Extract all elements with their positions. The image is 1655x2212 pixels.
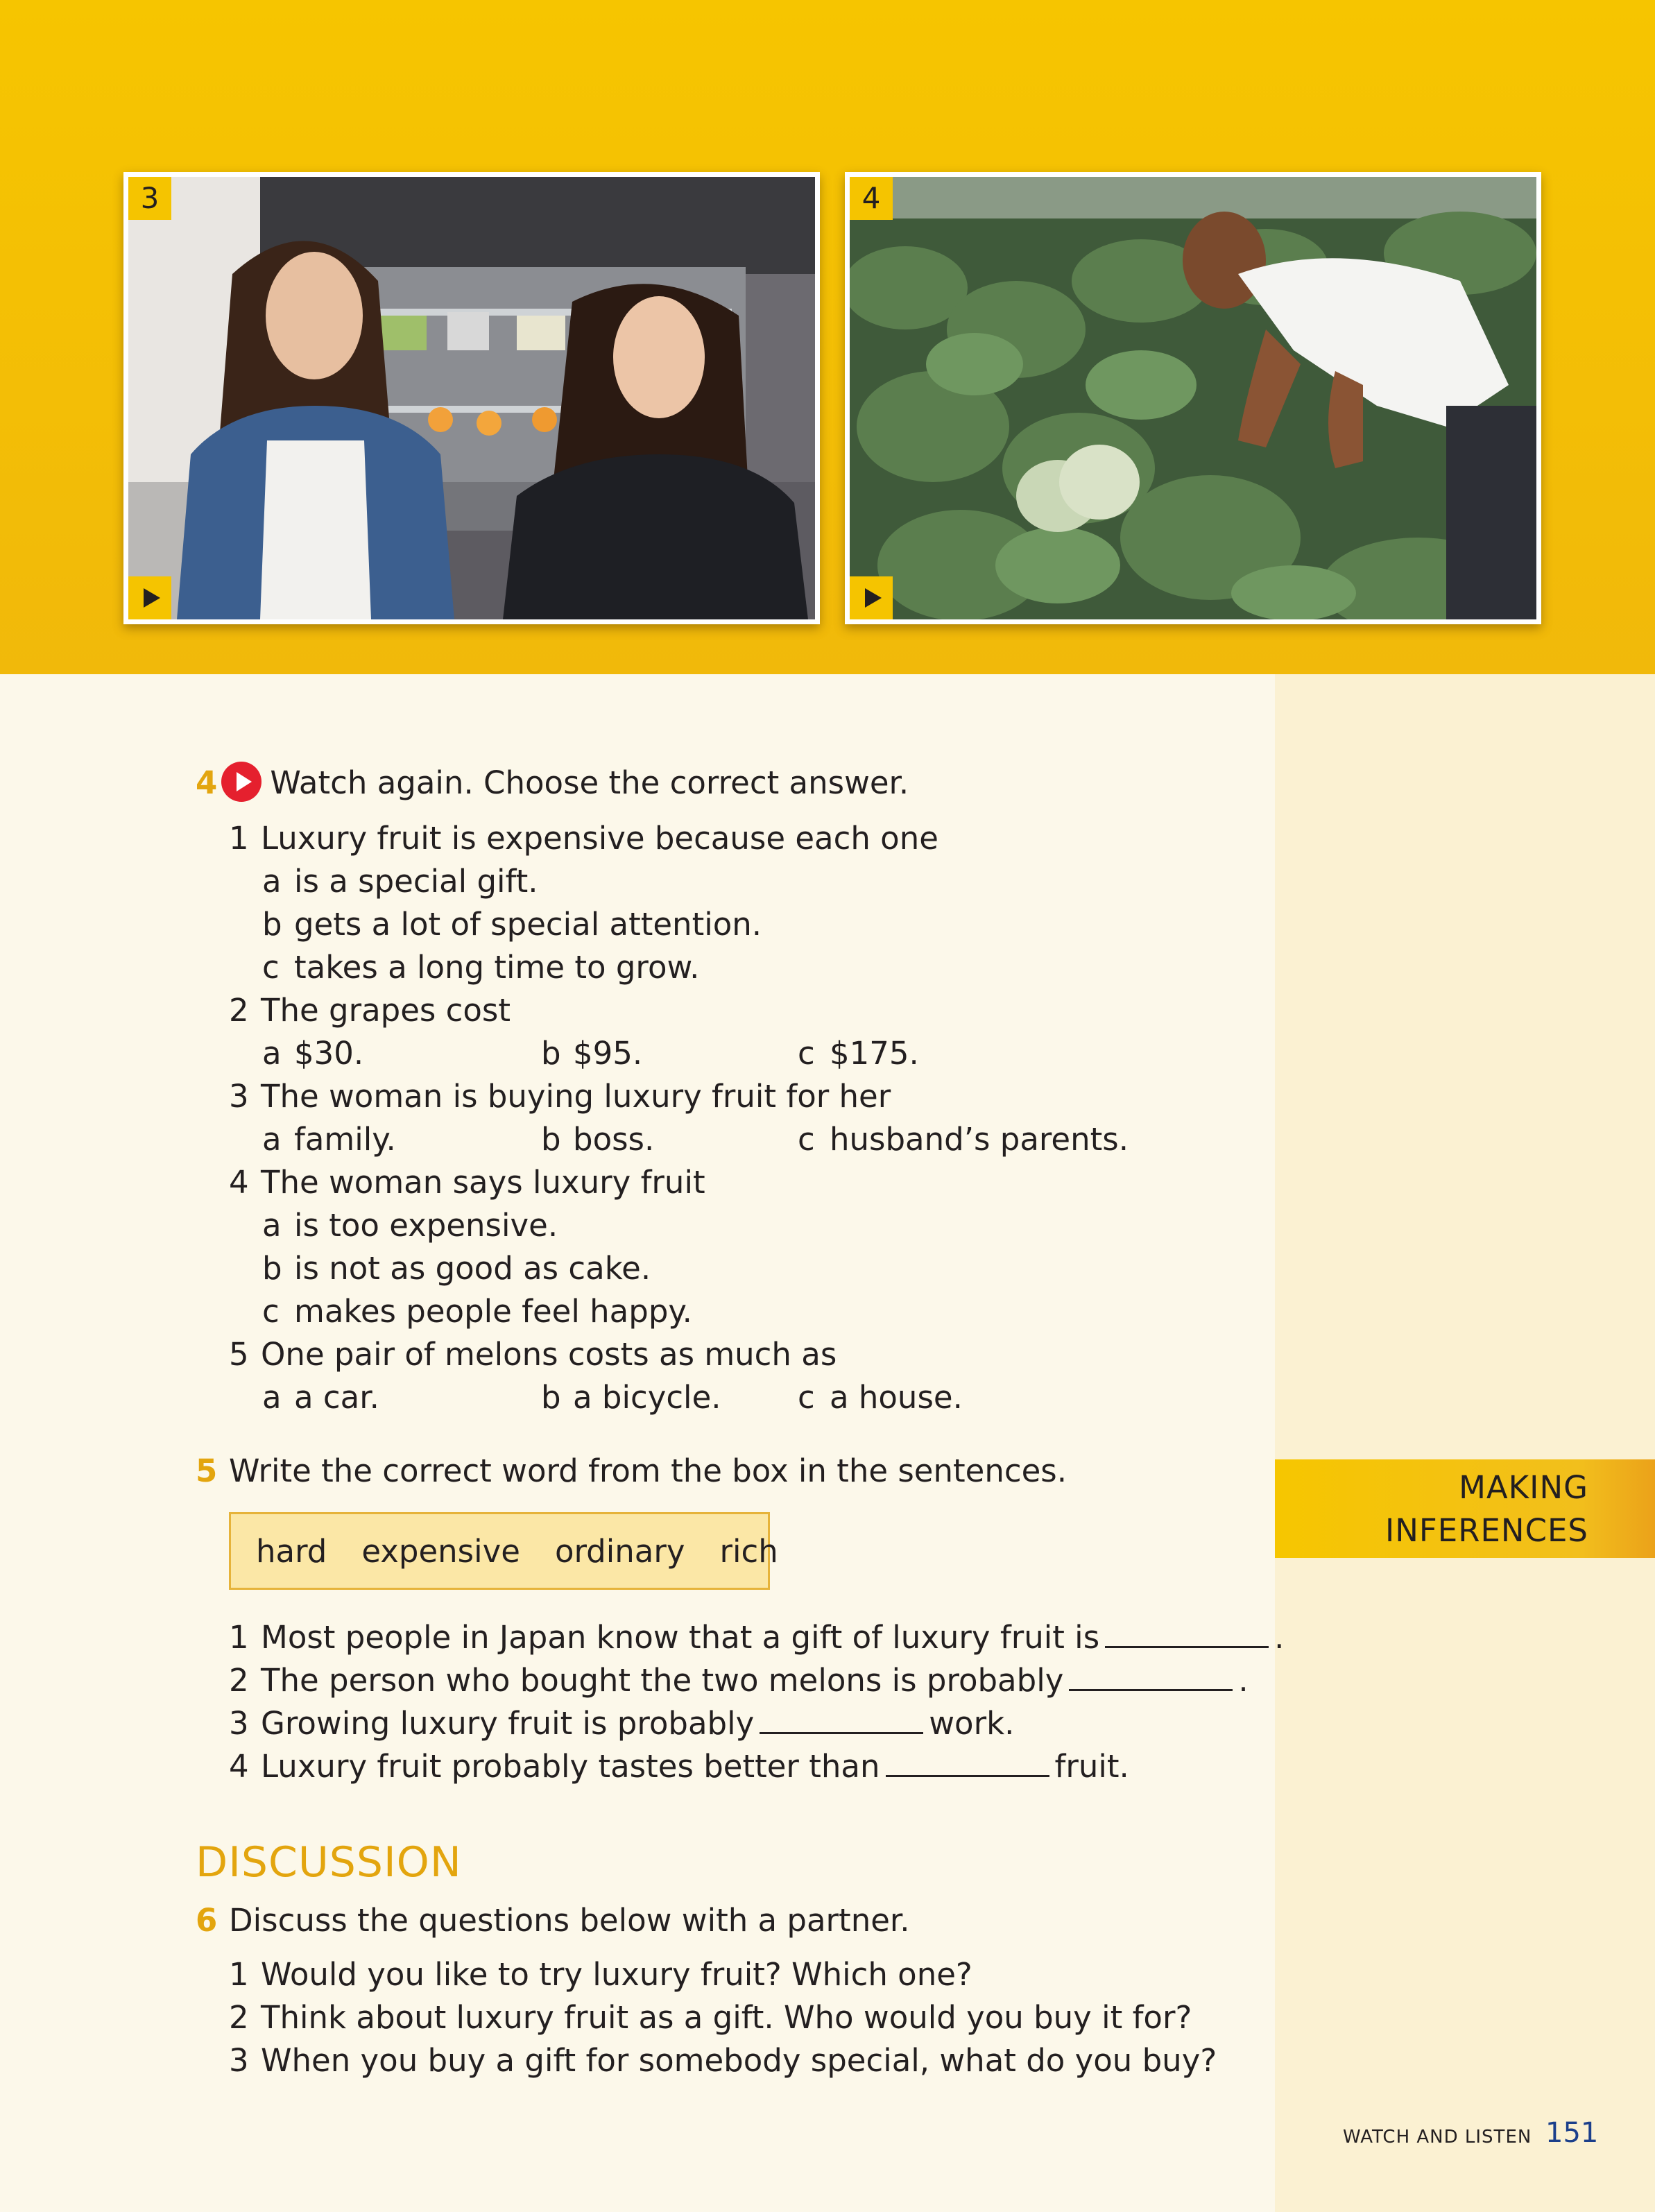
- footer-section-label: WATCH AND LISTEN: [1343, 2127, 1532, 2147]
- option[interactable]: [541, 1376, 721, 1419]
- answer-blank[interactable]: [1069, 1661, 1233, 1691]
- exercise-instruction: Watch again. Choose the correct answer.: [270, 764, 909, 801]
- option-letter: b: [262, 906, 282, 943]
- discussion-question-2: [229, 1996, 1192, 2039]
- option-text: takes a long time to grow.: [294, 949, 700, 986]
- sentence-text: Growing luxury fruit is probably: [261, 1705, 755, 1742]
- question-3: [229, 1075, 891, 1118]
- video-number-badge: 4: [850, 177, 893, 220]
- option-letter: a: [262, 1121, 282, 1158]
- skill-tag: [1275, 1459, 1655, 1558]
- page-number: 151: [1545, 2117, 1599, 2149]
- question-text: One pair of melons costs as much as: [261, 1336, 837, 1373]
- option-text: $95.: [573, 1035, 643, 1072]
- exercise-5-heading: [196, 1450, 1067, 1493]
- question-number: 1: [229, 820, 249, 857]
- option[interactable]: [541, 1032, 642, 1075]
- word-option[interactable]: rich: [719, 1532, 778, 1570]
- option-letter: a: [262, 1035, 282, 1072]
- option-text: $30.: [294, 1035, 364, 1072]
- question-number: 3: [229, 1078, 249, 1115]
- option[interactable]: [262, 860, 538, 903]
- sentence-1: [229, 1616, 1284, 1659]
- exercise-4-heading: [196, 762, 909, 805]
- sentence-2: [229, 1659, 1249, 1702]
- option[interactable]: [262, 903, 762, 946]
- sentence-number: 1: [229, 1619, 249, 1656]
- question-number: 1: [229, 1956, 249, 1993]
- word-option[interactable]: expensive: [361, 1532, 520, 1570]
- discussion-question-3: [229, 2039, 1217, 2082]
- sentence-end: .: [1238, 1662, 1249, 1699]
- sentence-4: [229, 1745, 1129, 1788]
- sentence-number: 3: [229, 1705, 249, 1742]
- option[interactable]: [798, 1032, 919, 1075]
- exercise-number: 5: [196, 1452, 218, 1489]
- question-number: 5: [229, 1336, 249, 1373]
- option[interactable]: [262, 1290, 692, 1333]
- option-letter: c: [798, 1035, 815, 1072]
- option-text: makes people feel happy.: [294, 1293, 692, 1330]
- option-text: a car.: [294, 1379, 379, 1416]
- option-text: a house.: [830, 1379, 963, 1416]
- option-letter: c: [798, 1121, 815, 1158]
- question-2: [229, 989, 511, 1032]
- discussion-heading: DISCUSSION: [196, 1838, 462, 1887]
- question-text: Think about luxury fruit as a gift. Who would you buy it for?: [261, 1999, 1192, 2036]
- question-number: 3: [229, 2042, 249, 2079]
- exercise-instruction: Write the correct word from the box in the sentences.: [229, 1452, 1067, 1489]
- option[interactable]: [798, 1376, 963, 1419]
- video-number-badge: 3: [128, 177, 171, 220]
- question-1: [229, 817, 938, 860]
- melon-field-image: [850, 177, 1536, 619]
- sentence-end: work.: [929, 1705, 1015, 1742]
- word-option[interactable]: ordinary: [554, 1532, 685, 1570]
- exercise-number: 4: [196, 764, 218, 801]
- option-text: boss.: [573, 1121, 655, 1158]
- option-letter: a: [262, 863, 282, 900]
- play-icon[interactable]: [850, 576, 893, 619]
- skill-tag-line-2: INFERENCES: [1384, 1512, 1588, 1549]
- question-number: 4: [229, 1164, 249, 1201]
- option-letter: b: [262, 1250, 282, 1287]
- option[interactable]: [262, 946, 699, 989]
- sentence-text: Most people in Japan know that a gift of luxury fruit is: [261, 1619, 1100, 1656]
- skill-tag-line-1: MAKING: [1459, 1469, 1588, 1506]
- option-letter: b: [541, 1379, 561, 1416]
- option-letter: b: [541, 1035, 561, 1072]
- option[interactable]: [798, 1118, 1129, 1161]
- question-5: [229, 1333, 837, 1376]
- answer-blank[interactable]: [886, 1747, 1049, 1777]
- discussion-question-1: [229, 1953, 972, 1996]
- option[interactable]: [541, 1118, 654, 1161]
- option-text: is too expensive.: [294, 1207, 558, 1244]
- question-text: Would you like to try luxury fruit? Which one?: [261, 1956, 972, 1993]
- question-number: 2: [229, 1999, 249, 2036]
- option-text: a bicycle.: [573, 1379, 721, 1416]
- question-text: The grapes cost: [261, 992, 511, 1029]
- sentence-end: .: [1274, 1619, 1285, 1656]
- shop-scene-image: [128, 177, 815, 619]
- exercise-number: 6: [196, 1902, 218, 1939]
- answer-blank[interactable]: [1105, 1618, 1269, 1648]
- answer-blank[interactable]: [760, 1704, 923, 1734]
- option-text: family.: [294, 1121, 396, 1158]
- sentence-text: The person who bought the two melons is probably: [261, 1662, 1064, 1699]
- option-text: is a special gift.: [294, 863, 538, 900]
- question-text: Luxury fruit is expensive because each one: [261, 820, 938, 857]
- play-icon[interactable]: [128, 576, 171, 619]
- question-text: The woman is buying luxury fruit for her: [261, 1078, 891, 1115]
- option-letter: c: [262, 949, 280, 986]
- option-letter: a: [262, 1379, 282, 1416]
- question-text: When you buy a gift for somebody special, what do you buy?: [261, 2042, 1217, 2079]
- exercise-6-heading: [196, 1899, 910, 1942]
- option-text: husband’s parents.: [830, 1121, 1129, 1158]
- word-box: [229, 1512, 778, 1590]
- option[interactable]: [262, 1247, 651, 1290]
- right-margin-column: [1275, 674, 1655, 2212]
- option-text: is not as good as cake.: [294, 1250, 651, 1287]
- option[interactable]: [262, 1118, 396, 1161]
- sentence-text: Luxury fruit probably tastes better than: [261, 1748, 880, 1785]
- question-number: 2: [229, 992, 249, 1029]
- play-video-icon[interactable]: [221, 762, 261, 802]
- sentence-end: fruit.: [1054, 1748, 1129, 1785]
- option-letter: b: [541, 1121, 561, 1158]
- option[interactable]: [262, 1204, 558, 1247]
- question-4: [229, 1161, 705, 1204]
- option[interactable]: [262, 1376, 379, 1419]
- question-text: The woman says luxury fruit: [261, 1164, 705, 1201]
- option-letter: c: [798, 1379, 815, 1416]
- word-option[interactable]: hard: [256, 1532, 327, 1570]
- sentence-3: [229, 1702, 1014, 1745]
- option[interactable]: [262, 1032, 363, 1075]
- sentence-number: 2: [229, 1662, 249, 1699]
- exercise-instruction: Discuss the questions below with a partner.: [229, 1902, 910, 1939]
- option-text: gets a lot of special attention.: [294, 906, 762, 943]
- sentence-number: 4: [229, 1748, 249, 1785]
- option-text: $175.: [830, 1035, 919, 1072]
- video-still-3[interactable]: [123, 172, 820, 624]
- video-still-4[interactable]: [845, 172, 1541, 624]
- option-letter: c: [262, 1293, 280, 1330]
- option-letter: a: [262, 1207, 282, 1244]
